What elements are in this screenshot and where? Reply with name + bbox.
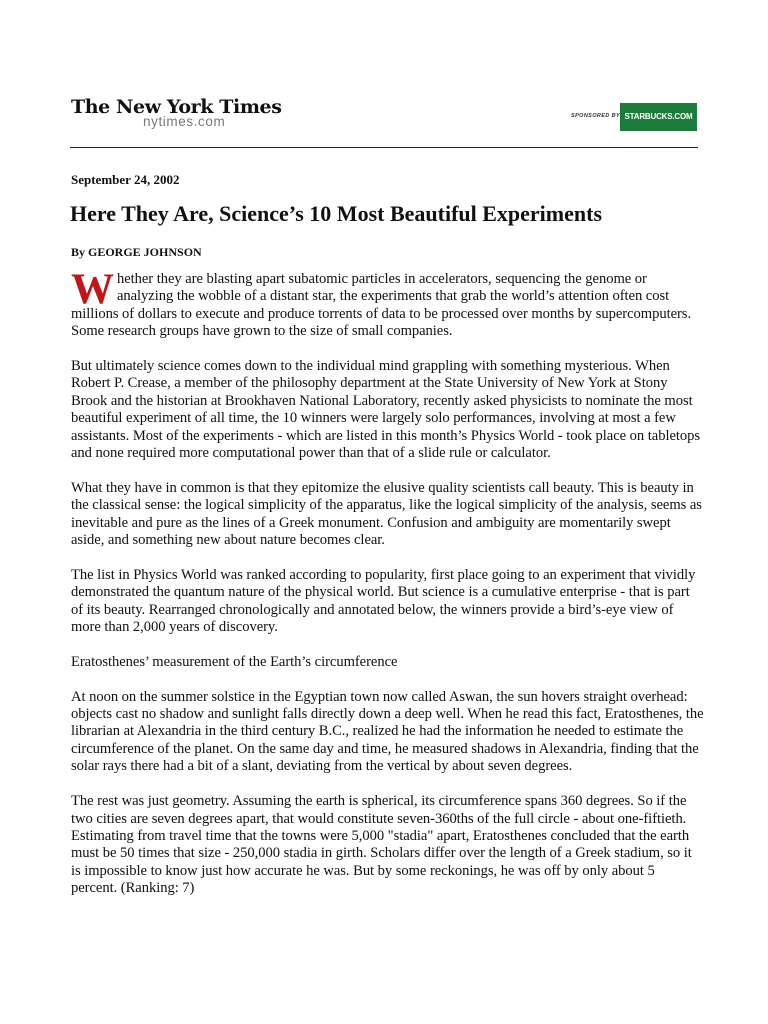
paragraph-text: hether they are blasting apart subatomic particles in accelerators, sequencing the genome or analyzing the wobble of a distant star, the experiments that grab the world’s attention often cost millions of dollars to execute and produce torrents of data to be processed over months by supercomputers. Some research groups have grown to the size of small companies.	[71, 271, 692, 340]
article-paragraph	[71, 266, 704, 341]
article-paragraph: What they have in common is that they epitomize the elusive quality scientists call beauty. This is beauty in the classical sense: the logical simplicity of the apparatus, like the logical simplicity of the analysis, seems as inevitable and pure as the lines of a Greek monument. Confusion and ambiguity are momentarily swept aside, and something new about nature becomes clear.	[71, 479, 702, 549]
sponsor-label: SPONSORED BY	[571, 113, 621, 119]
article-paragraph: The list in Physics World was ranked according to popularity, first place going to an experiment that vividly demonstrated the quantum nature of the physical world. But science is a cumulative enterprise - that is part of its beauty. Rearranged chronologically and annotated below, the winners provide a bird’s-eye view of more than 2,000 years of discovery.	[71, 566, 696, 636]
section-heading: Eratosthenes’ measurement of the Earth’s circumference	[71, 653, 398, 670]
drop-cap: W	[71, 266, 114, 313]
masthead-divider	[70, 147, 698, 148]
sponsor-badge[interactable]: STARBUCKS.COM	[620, 103, 697, 131]
article-paragraph: The rest was just geometry. Assuming the earth is spherical, its circumference spans 360 degrees. So if the two cities are seven degrees apart, that would constitute seven-360ths of the full circle - about one-fiftieth. Estimating from travel time that the towns were 5,000 "stadia" apart, Eratosthenes concluded that the earth must be 50 times that size - 250,000 stadia in girth. Scholars differ over the length of a Greek stadium, so it is impossible to know just how accurate he was. But by some reckonings, he was off by only about 5 percent. (Ranking: 7)	[71, 793, 692, 897]
article-date: September 24, 2002	[71, 172, 180, 187]
article-paragraph: But ultimately science comes down to the individual mind grappling with something mysterious. When Robert P. Crease, a member of the philosophy department at the State University of New York at Stony Brook and the historian at Brookhaven National Laboratory, recently asked physicists to nominate the most beautiful experiment of all time, the 10 winners were largely solo performances, involving at most a few assistants. Most of the experiments - which are listed in this month’s Physics World - took place on tabletops and none required more computational power than that of a slide rule or calculator.	[71, 358, 701, 462]
nyt-logo-domain: nytimes.com	[143, 114, 226, 129]
nyt-logo-wordmark: The New York Times	[71, 96, 282, 118]
article-headline: Here They Are, Science’s 10 Most Beautiful Experiments	[70, 201, 603, 226]
article-byline: By GEORGE JOHNSON	[71, 245, 202, 259]
nyt-logo[interactable]	[71, 96, 282, 136]
article-body	[71, 266, 704, 915]
sponsor-banner[interactable]	[571, 103, 699, 131]
article-paragraph: At noon on the summer solstice in the Egyptian town now called Aswan, the sun hovers straight overhead: objects cast no shadow and sunlight falls directly down a deep well. When he read this fact, Eratosthenes, the librarian at Alexandria in the third century B.C., realized he had the information he needed to estimate the circumference of the planet. On the same day and time, he measured shadows in Alexandria, finding that the solar rays there had a bit of a slant, deviating from the vertical by about seven degrees.	[71, 688, 704, 775]
